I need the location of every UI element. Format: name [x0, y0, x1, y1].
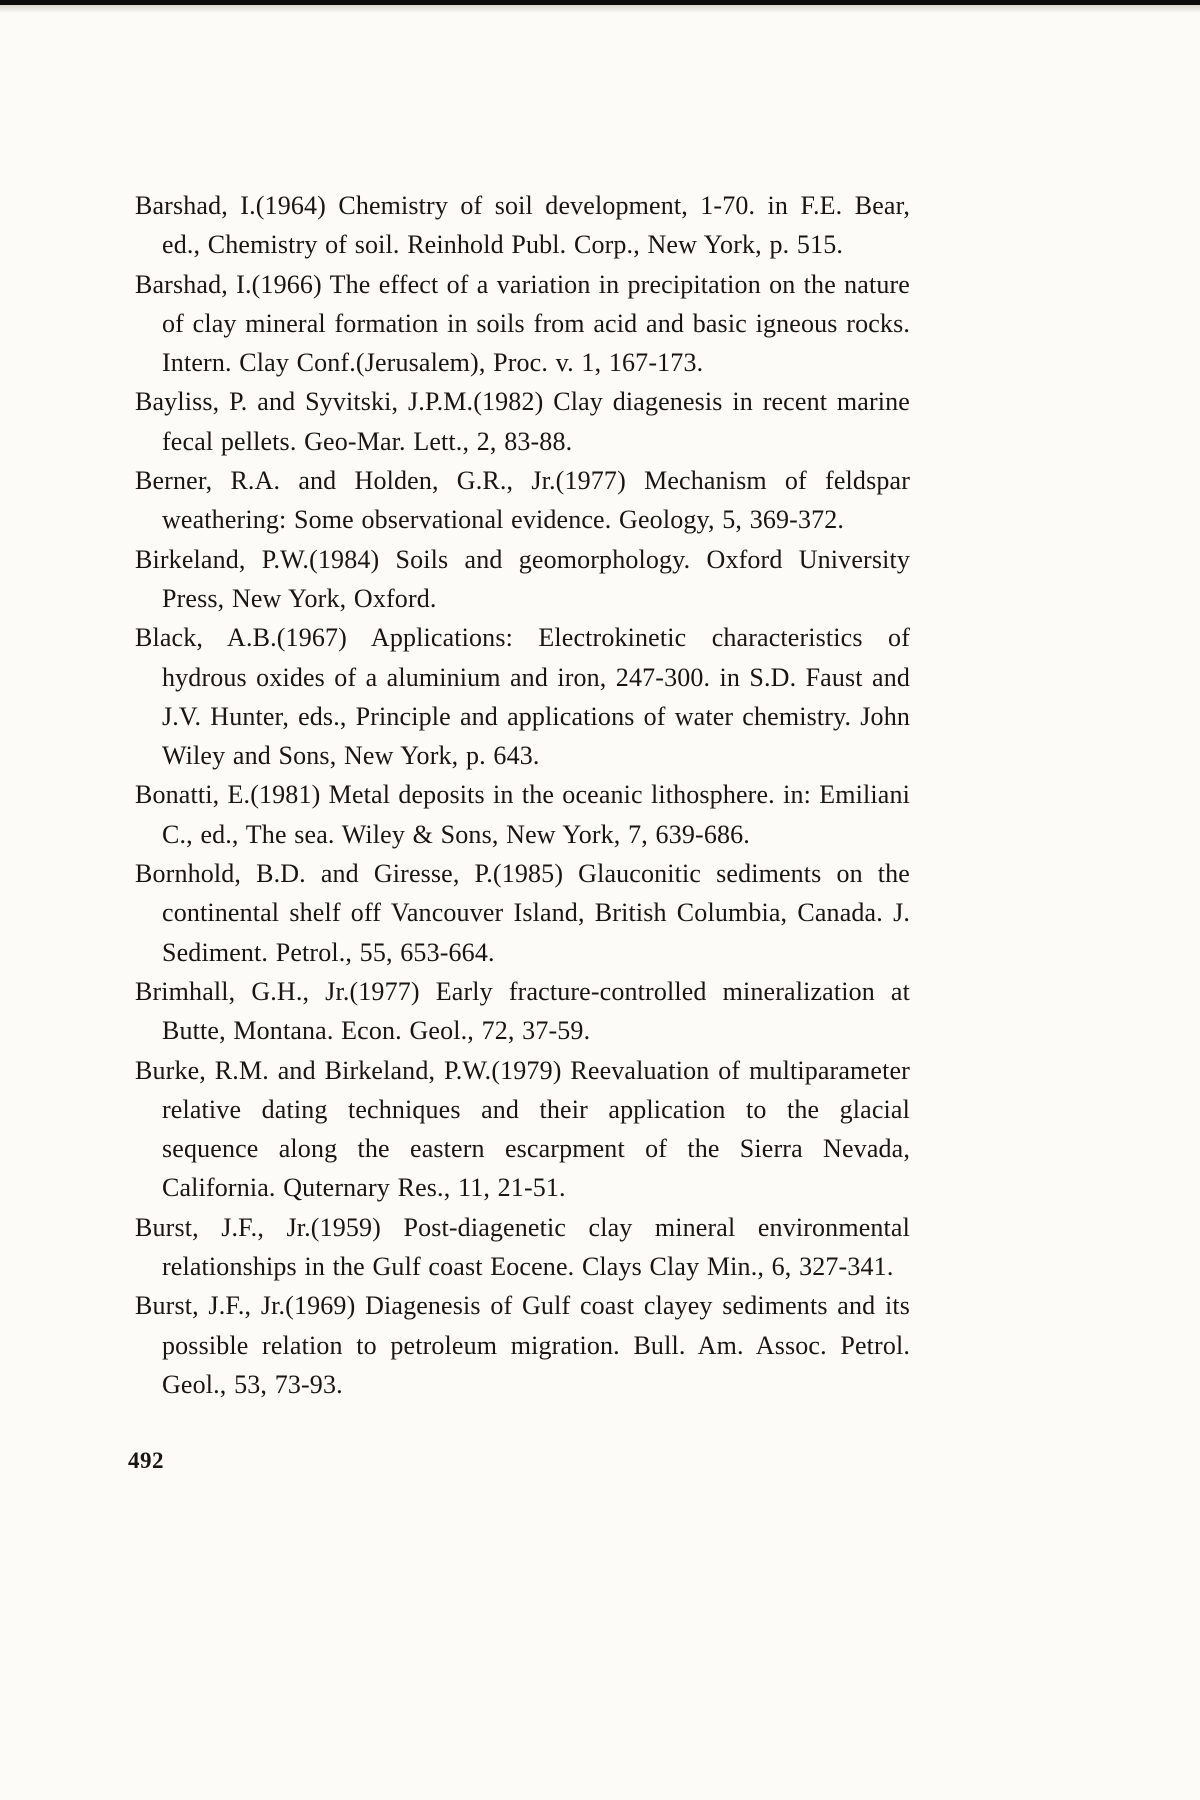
reference-entry: Burst, J.F., Jr.(1969) Diagenesis of Gulf coast clayey sediments and its possible relation to petroleum migration. Bull. Am. Assoc. Petrol. Geol., 53, 73-93.	[135, 1291, 910, 1399]
reference-entry: Barshad, I.(1964) Chemistry of soil development, 1-70. in F.E. Bear, ed., Chemistry of soil. Reinhold Publ. Corp., New York, p. 515.	[135, 191, 910, 260]
page-number: 492	[128, 1448, 164, 1473]
reference-entry: Birkeland, P.W.(1984) Soils and geomorphology. Oxford University Press, New York, Oxford.	[135, 544, 910, 613]
reference-entry: Barshad, I.(1966) The effect of a variation in precipitation on the nature of clay mineral formation in soils from acid and basic igneous rocks. Intern. Clay Conf.(Jerusalem), Proc. v. 1, 167-173.	[135, 269, 910, 378]
reference-entry: Burst, J.F., Jr.(1959) Post-diagenetic clay mineral environmental relationships in the Gulf coast Eocene. Clays Clay Min., 6, 327-341.	[135, 1212, 910, 1282]
reference-entry: Bonatti, E.(1981) Metal deposits in the oceanic lithosphere. in: Emiliani C., ed., The sea. Wiley & Sons, New York, 7, 639-686.	[135, 780, 910, 849]
reference-entry: Burke, R.M. and Birkeland, P.W.(1979) Reevaluation of multiparameter relative dating techniques and their application to the glacial sequence along the eastern escarpment of the Sierra Nevada, California. Quternary Res., 11, 21-51.	[135, 1055, 910, 1203]
reference-entry: Bayliss, P. and Syvitski, J.P.M.(1982) Clay diagenesis in recent marine fecal pellets. Geo-Mar. Lett., 2, 83-88.	[135, 387, 910, 456]
reference-entry: Bornhold, B.D. and Giresse, P.(1985) Glauconitic sediments on the continental shelf off Vancouver Island, British Columbia, Canada. J. Sediment. Petrol., 55, 653-664.	[135, 859, 910, 967]
scan-edge-top-shadow	[0, 5, 1200, 13]
reference-entry: Black, A.B.(1967) Applications: Electrokinetic characteristics of hydrous oxides of a aluminium and iron, 247-300. in S.D. Faust and J.V. Hunter, eds., Principle and applications of water chemistry. John Wiley and Sons, New York, p. 643.	[135, 623, 910, 771]
reference-entry: Brimhall, G.H., Jr.(1977) Early fracture-controlled mineralization at Butte, Montana. Econ. Geol., 72, 37-59.	[135, 976, 910, 1046]
reference-entry: Berner, R.A. and Holden, G.R., Jr.(1977) Mechanism of feldspar weathering: Some observational evidence. Geology, 5, 369-372.	[135, 466, 910, 535]
references-list	[135, 186, 910, 1404]
